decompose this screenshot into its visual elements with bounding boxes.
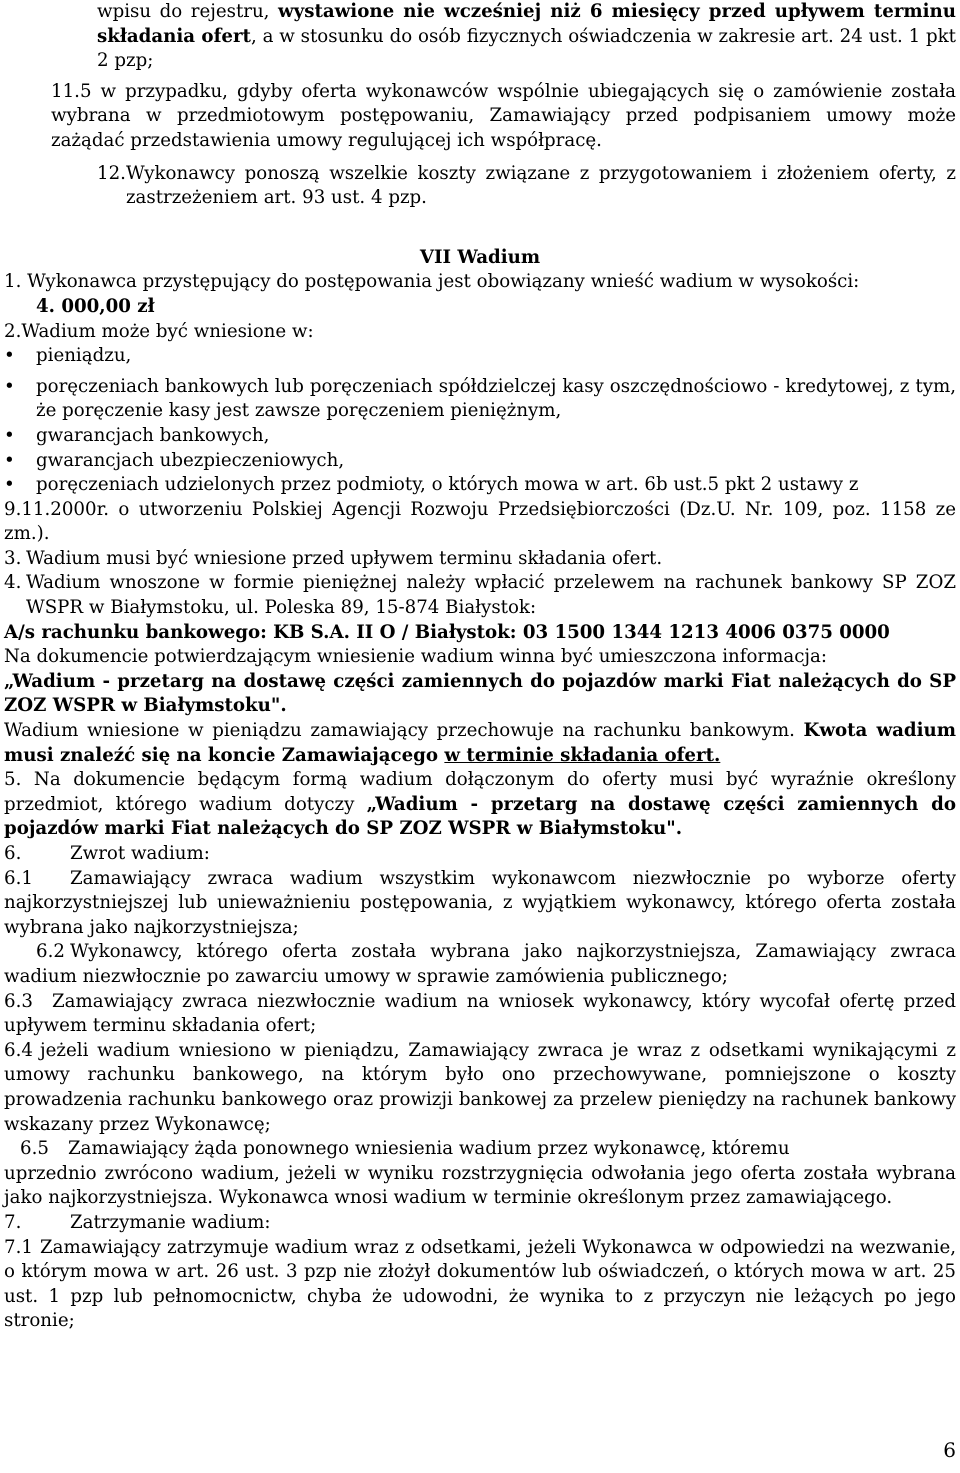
- item-number: 6.1: [4, 867, 33, 889]
- bullet-item: [4, 424, 956, 449]
- item-number: 3.: [4, 547, 22, 569]
- item-number: 12.: [97, 162, 126, 184]
- bullet-item: [4, 473, 956, 498]
- bullet-text: poręczeniach bankowych lub poręczeniach spółdzielczej kasy oszczędnościowo - kredytowej, z tym, że poręczenie kasy jest zawsze poręczeniem pieniężnym,: [36, 375, 956, 422]
- bank-account: [4, 621, 956, 646]
- wadium-3: [4, 547, 956, 572]
- text: wpisu do rejestru,: [97, 1, 278, 22]
- item-6-5-rest: uprzednio zwrócono wadium, jeżeli w wyniku rozstrzygnięcia odwołania jego oferta została wybrana jako najkorzystniejsza. Wykonawca wnosi wadium w terminie określonym przez zamawiającego.: [4, 1162, 956, 1209]
- item-text: Zamawiający zatrzymuje wadium wraz z odsetkami, jeżeli Wykonawca w odpowiedzi na wezwanie, o którym mowa w art. 26 ust. 3 pzp nie złożył dokumentów lub oświadczeń, o których mowa w art. 25 ust. 1 pzp lub pełnomocnictw, chyba że udowodni, że wynika to z przyczyn nie leżących po jego stronie;: [4, 1236, 956, 1332]
- item-text: Wadium musi być wniesione przed upływem terminu składania ofert.: [26, 547, 663, 569]
- item-number: 4.: [4, 572, 22, 594]
- item-7-1: [4, 1236, 956, 1334]
- bullet-dot: •: [4, 474, 15, 496]
- bullet-dot: •: [4, 424, 15, 446]
- bold-text: „Wadium - przetarg na dostawę części zamiennych do pojazdów marki Fiat należących do SP ZOZ WSPR w Białymstoku".: [4, 793, 956, 840]
- item-6-2: [4, 940, 956, 989]
- wadium-5: [4, 768, 956, 842]
- item-6-3: [4, 990, 956, 1039]
- wadium-2-continuation: 9.11.2000r. o utworzeniu Polskiej Agencji Rozwoju Przedsiębiorczości (Dz.U. Nr. 109, poz. 1158 ze zm.).: [4, 498, 956, 545]
- document-info: Na dokumencie potwierdzającym wniesienie wadium winna być umieszczona informacja:: [4, 646, 828, 668]
- wadium-4: [4, 571, 956, 620]
- section-title: VII Wadium: [419, 246, 541, 268]
- item-text: Zamawiający zwraca wadium wszystkim wykonawcom niezwłocznie po wyborze oferty najkorzystniejszej lub unieważnieniu postępowania, z wyjątkiem wykonawcy, którego oferta została wybrana jako najkorzystniejsza;: [4, 867, 956, 938]
- bank-account-text: A/s rachunku bankowego: KB S.A. II O / Białystok: 03 1500 1344 1213 4006 0375 0000: [4, 621, 890, 643]
- wadium-4-text: Wadium wnoszone w formie pieniężnej należy wpłacić przelewem na rachunek bankowy SP ZOZ WSPR w Białymstoku, ul. Poleska 89, 15-874 Białystok:: [26, 572, 956, 619]
- bullet-item: [4, 449, 956, 474]
- paragraph-registry: [4, 0, 956, 74]
- item-6-4: [4, 1039, 956, 1137]
- item-11: [4, 80, 956, 154]
- item-number: 6.5: [20, 1138, 49, 1160]
- wadium-stored: [4, 719, 956, 768]
- bullet-text: gwarancjach bankowych,: [36, 424, 270, 446]
- item-number: 6.3: [4, 990, 33, 1012]
- item-number: 6.: [4, 843, 22, 864]
- text: 5. Na dokumencie będącym formą wadium dołączonym do oferty musi być wyraźnie określony przedmiot, którego wadium dotyczy: [4, 769, 956, 815]
- item-number: 6.2: [36, 941, 65, 963]
- wadium-1-text: 1. Wykonawca przystępujący do postępowania jest obowiązany wnieść wadium w wysokości:: [4, 271, 860, 293]
- item-text: Zamawiający zwraca niezwłocznie wadium na wniosek wykonawcy, który wycofał ofertę przed upływem terminu składania ofert;: [4, 990, 956, 1037]
- document-title-text: „Wadium - przetarg na dostawę części zamiennych do pojazdów marki Fiat należących do SP ZOZ WSPR w Białymstoku".: [4, 670, 956, 717]
- item-number: 7.1: [4, 1236, 33, 1258]
- bold-text: wystawione nie wcześniej niż 6 miesięcy przed upływem terminu składania ofert: [97, 1, 957, 47]
- wadium-2-intro: 2.Wadium może być wniesione w:: [4, 320, 314, 342]
- item-number: 7.: [4, 1211, 22, 1233]
- bullet-text: pieniądzu,: [36, 345, 132, 367]
- heading-text: Zwrot wadium:: [70, 843, 210, 864]
- underlined-deadline: w terminie składania ofert.: [444, 744, 721, 766]
- bullet-text: gwarancjach ubezpieczeniowych,: [36, 449, 345, 471]
- wadium-amount: 4. 000,00 zł: [36, 295, 155, 317]
- item-text: Wykonawcy ponoszą wszelkie koszty związane z przygotowaniem i złożeniem oferty, z zastrzeżeniem art. 93 ust. 4 pzp.: [125, 162, 956, 209]
- item-text: [26, 571, 956, 620]
- document-title: [4, 670, 956, 719]
- text: , a w stosunku do osób fizycznych oświadczenia w zakresie art. 24 ust. 1 pkt 2 pzp;: [97, 25, 956, 72]
- item-6-1: [4, 867, 956, 941]
- item-text: jeżeli wadium wniesiono w pieniądzu, Zamawiający zwraca je wraz z odsetkami wynikającymi z umowy rachunku bankowego, na którym było ono przechowywane, pomniejszone o koszty prowadzenia rachunku bankowego oraz prowizji bankowej za przelew pieniędzy na rachunek bankowy wskazany przez Wykonawcę;: [4, 1039, 956, 1135]
- page-number: 6: [943, 1438, 956, 1462]
- wadium-6-heading: [4, 842, 956, 867]
- item-text: Zamawiający żąda ponownego wniesienia wadium przez wykonawcę, któremu: [68, 1138, 790, 1160]
- bullet-item: [4, 344, 956, 369]
- bullet-text: poręczeniach udzielonych przez podmioty, o których mowa w art. 6b ust.5 pkt 2 ustawy z: [36, 474, 859, 496]
- bullet-dot: •: [4, 345, 15, 367]
- item-6-5-first: [4, 1137, 956, 1162]
- bold-text: Kwota wadium musi znaleźć się na koncie Zamawiającego: [4, 720, 956, 766]
- bullet-dot: •: [4, 449, 15, 471]
- wadium-1: [4, 270, 956, 295]
- document-page: [4, 0, 956, 1334]
- wadium-7-heading: [4, 1211, 956, 1236]
- bullet-dot: •: [4, 375, 15, 397]
- item-text: Wykonawcy, którego oferta została wybrana jako najkorzystniejsza, Zamawiający zwraca wadium niezwłocznie po zawarciu umowy w sprawie zamówienia publicznego;: [4, 941, 956, 987]
- item-number: 6.4: [4, 1039, 33, 1061]
- heading-text: Zatrzymanie wadium:: [70, 1211, 271, 1233]
- wadium-amount-line: [4, 295, 956, 320]
- item-12: [4, 162, 956, 211]
- bullet-item: [4, 375, 956, 424]
- item-number: 11.: [51, 80, 80, 102]
- text: Wadium wniesione w pieniądzu zamawiający przechowuje na rachunku bankowym.: [4, 720, 804, 742]
- item-text: 5 w przypadku, gdyby oferta wykonawców wspólnie ubiegających się o zamówienie została wybrana w przedmiotowym postępowaniu, Zamawiający przed podpisaniem umowy może zażądać przedstawienia umowy regulującej ich współpracę.: [51, 80, 956, 151]
